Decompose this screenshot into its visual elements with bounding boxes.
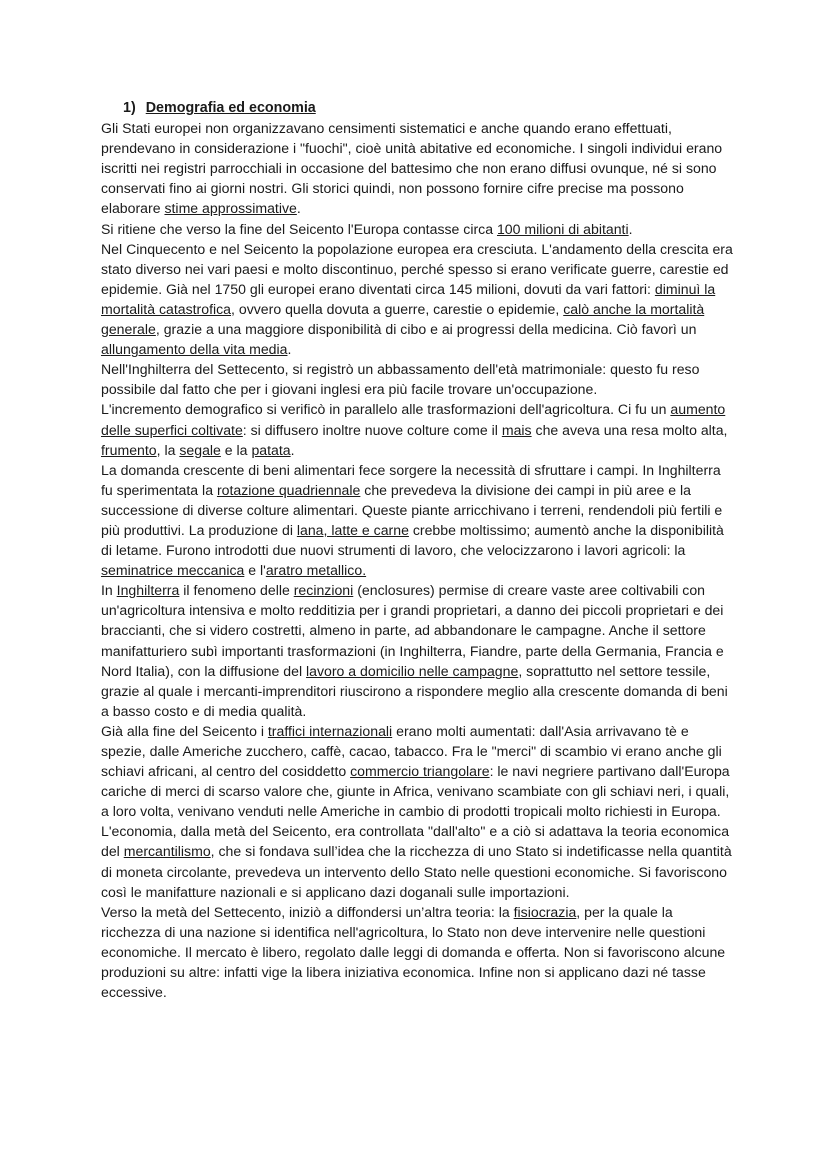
text-run: Già alla fine del Seicento i: [101, 722, 268, 739]
section-heading: [123, 98, 733, 118]
text-run: erano molti aumentati: dall'Asia arrivavano tè e spezie, dalle Americhe zucchero, caffè, cacao, tabacco. Fra le "merci" di scambio vi erano anche gli schiavi africani, al centro del cosiddetto: [101, 722, 722, 780]
text-run: e la: [220, 441, 252, 458]
paragraph: [101, 219, 733, 239]
text-run: Nell'Inghilterra del Settecento, si registrò un abbassamento dell'età matrimoniale: questo fu reso possibile dal fatto che per i giovani inglesi era più facile trovare un'occupazione.: [101, 361, 700, 398]
text-run: , che si fondava sull’idea che la ricchezza di uno Stato si indetificasse nella quantità di moneta circolante, prevedeva un intervento dello Stato nelle questioni economiche. Si favoriscono così le manifatture nazionali e si applicano dazi doganali sulle importazioni.: [101, 843, 732, 900]
text-run: (enclosures) permise di creare vaste aree coltivabili con un'agricoltura intensiva e molto redditizia per i grandi proprietari, a danno dei piccoli proprietari e dei braccianti, che si videro costretti, almeno in parte, ad abbandonare le campagne. Anche il settore manifatturiero subì importanti trasformazioni (in Inghilterra, Fiandre, parte della Germania, Francia e Nord Italia), con la diffusione del: [101, 582, 724, 679]
underlined-term: patata: [251, 441, 291, 458]
underlined-term: recinzioni: [293, 582, 354, 599]
paragraph: [101, 399, 733, 459]
section-title: Demografia ed economia: [145, 100, 316, 116]
section-number: 1): [123, 100, 136, 116]
text-run: , grazie a una maggiore disponibilità di cibo e ai progressi della medicina. Ciò favorì un: [155, 321, 697, 338]
underlined-term: allungamento della vita media: [101, 341, 288, 358]
underlined-term: seminatrice meccanica: [101, 562, 245, 579]
text-run: Gli Stati europei non organizzavano censimenti sistematici e anche quando erano effettuati, prendevano in considerazione i "fuochi", cioè unità abitative ed economiche. I singoli individui erano iscritti nei registri parrocchiali in occasione del battesimo che non erano diffusi ovunque, né si sono conservati fino ai giorni nostri. Gli storici quindi, non possono fornire cifre precise ma possono elaborare: [101, 120, 723, 217]
underlined-term: traffici internazionali: [267, 722, 393, 739]
text-run: , la: [156, 441, 180, 458]
paragraph: [101, 902, 733, 1002]
text-run: .: [290, 441, 295, 458]
text-run: Si ritiene che verso la fine del Seicento l'Europa contasse circa: [101, 220, 497, 237]
text-run: , ovvero quella dovuta a guerre, carestie o epidemie,: [231, 300, 564, 317]
text-run: L'incremento demografico si verificò in parallelo alle trasformazioni dell'agricoltura. Ci fu un: [101, 401, 671, 418]
text-run: , soprattutto nel settore tessile, grazie al quale i mercanti-imprenditori riuscirono a rispondere meglio alla crescente domanda di beni a basso costo e di media qualità.: [101, 662, 728, 719]
underlined-term: aumento delle superfici coltivate: [101, 401, 726, 438]
paragraph: [101, 821, 733, 901]
text-run: il fenomeno delle: [179, 582, 294, 599]
text-run: che prevedeva la divisione dei campi in più aree e la successione di diverse colture alimentari. Queste piante arricchivano i terreni, rendendoli più fertili e più produttivi. La produzione di: [101, 481, 723, 538]
text-run: Nel Cinquecento e nel Seicento la popolazione europea era cresciuta. L'andamento della crescita era stato diverso nei vari paesi e molto discontinuo, perché spesso si erano verificate guerre, carestie ed epidemie. Già nel 1750 gli europei erano diventati circa 145 milioni, dovuti da vari fattori:: [101, 240, 733, 297]
text-run: , per la quale la ricchezza di una nazione si identifica nell'agricoltura, lo Stato non deve intervenire nelle questioni economiche. Il mercato è libero, regolato dalle leggi di domanda e offerta. Non si favoriscono alcune produzioni su altre: infatti vige la libera iniziativa economica. Infine non si applicano dazi né tasse eccessive.: [101, 903, 726, 1001]
underlined-term: diminuì la mortalità catastrofica: [101, 280, 716, 317]
underlined-term: 100 milioni di abitanti: [496, 220, 629, 237]
underlined-term: segale: [179, 441, 221, 458]
underlined-term: commercio triangolare: [350, 763, 490, 780]
paragraph: [101, 580, 733, 721]
paragraph: [101, 721, 733, 821]
underlined-term: frumento: [101, 441, 157, 458]
underlined-term: Inghilterra: [116, 582, 180, 599]
body-text: [101, 118, 733, 1002]
underlined-term: lana, latte e carne: [296, 521, 409, 538]
underlined-term: lavoro a domicilio nelle campagne: [306, 662, 519, 679]
text-run: Verso la metà del Settecento, iniziò a diffondersi un’altra teoria: la: [101, 903, 514, 920]
paragraph: [101, 239, 733, 360]
underlined-term: stime approssimative: [164, 200, 297, 217]
underlined-term: aratro metallico.: [265, 562, 367, 579]
text-run: che aveva una resa molto alta,: [531, 421, 728, 438]
paragraph: [101, 460, 733, 581]
text-run: La domanda crescente di beni alimentari fece sorgere la necessità di sfruttare i campi. In Inghilterra fu sperimentata la: [101, 461, 721, 498]
text-run: e l': [244, 562, 266, 579]
paragraph: [101, 359, 733, 399]
text-run: .: [628, 220, 633, 237]
underlined-term: rotazione quadriennale: [216, 481, 361, 498]
paragraph: [101, 118, 733, 218]
underlined-term: fisiocrazia: [513, 903, 577, 920]
text-run: crebbe moltissimo; aumentò anche la disponibilità di letame. Furono introdotti due nuovi strumenti di lavoro, che velocizzarono i lavori agricoli: la: [101, 521, 724, 559]
text-run: : le navi negriere partivano dall'Europa cariche di merci di scarso valore che, giunte in Africa, venivano scambiate con gli schiavi neri, i quali, a loro volta, venivano venduti nelle Americhe in cambio di prodotti tropicali molto richiesti in Europa.: [101, 763, 730, 820]
underlined-term: mais: [501, 421, 532, 438]
document-page: [101, 98, 733, 1002]
underlined-term: mercantilismo: [123, 843, 211, 860]
text-run: .: [287, 341, 292, 358]
text-run: .: [296, 200, 301, 217]
underlined-term: calò anche la mortalità generale: [101, 300, 705, 338]
text-run: In: [101, 582, 117, 599]
text-run: : si diffusero inoltre nuove colture come il: [242, 421, 502, 438]
text-run: L'economia, dalla metà del Seicento, era controllata "dall'alto" e a ciò si adattava la teoria economica del: [101, 823, 730, 860]
